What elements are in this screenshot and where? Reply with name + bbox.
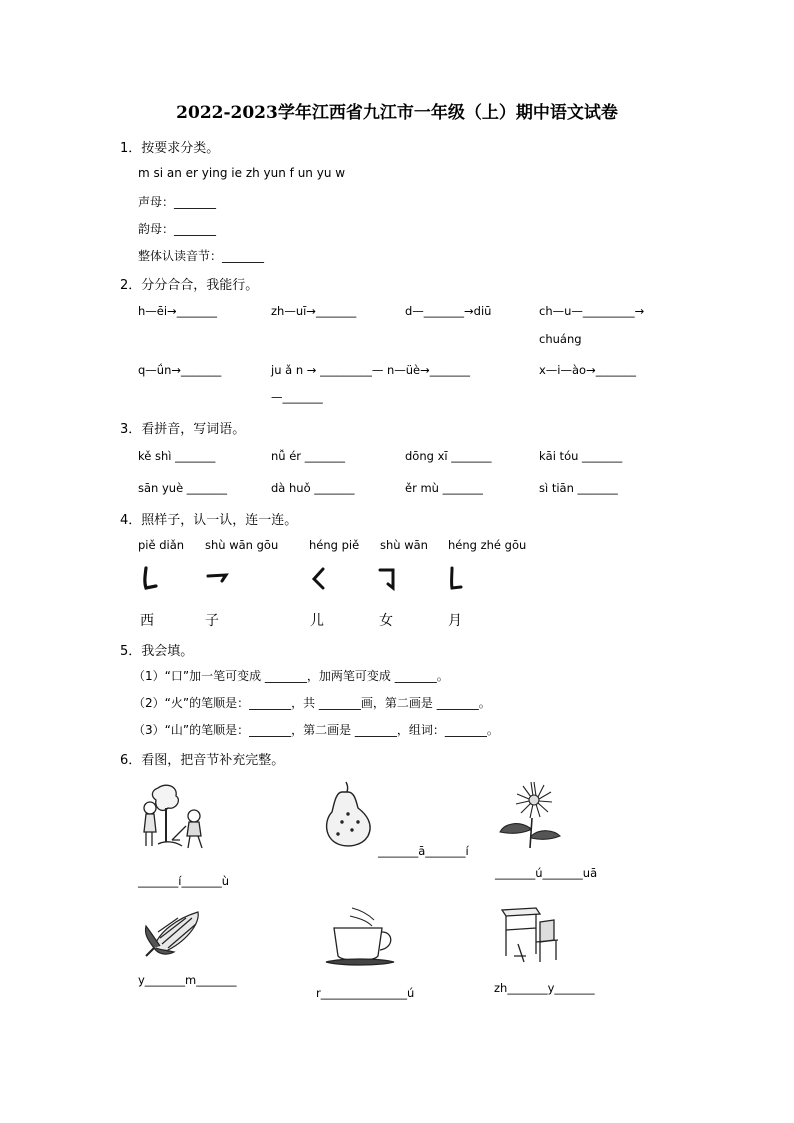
split-item[interactable]: d—_______→diū <box>405 304 492 318</box>
split-item[interactable]: zh—uī→_______ <box>271 304 357 318</box>
split-item[interactable]: ju ǎ n → _________— n—üè→_______ <box>271 363 471 377</box>
question-6-heading: 6．看图，把音节补充完整。 <box>120 753 285 768</box>
question-1-heading: 1．按要求分类。 <box>120 141 220 156</box>
stroke-name: héng piě <box>309 538 360 552</box>
stroke-shu-wan-gou-icon[interactable] <box>205 566 231 586</box>
syllable-blank[interactable]: _______ā_______í <box>378 844 469 858</box>
word-item[interactable]: dōng xī _______ <box>405 449 492 463</box>
char-item[interactable]: 月 <box>448 613 462 629</box>
char-item[interactable]: 女 <box>379 613 393 629</box>
stroke-pie-dian-icon[interactable] <box>140 566 162 592</box>
syllable-blank[interactable]: _______ú_______uā <box>495 866 598 880</box>
shengmu-blank[interactable]: 声母：_______ <box>138 195 217 209</box>
corn-icon <box>138 904 210 964</box>
page-title: 2022-2023学年江西省九江市一年级（上）期中语文试卷 <box>176 103 618 123</box>
teacup-icon <box>322 900 398 976</box>
char-item[interactable]: 子 <box>205 613 219 629</box>
stroke-name: héng zhé gōu <box>448 538 527 552</box>
stroke-heng-pie-icon[interactable] <box>309 566 331 592</box>
char-item[interactable]: 儿 <box>310 613 324 629</box>
word-item[interactable]: dà huǒ _______ <box>271 481 355 495</box>
stroke-heng-zhe-gou-icon[interactable] <box>446 566 468 592</box>
question-4-heading: 4．照样子，认一认，连一连。 <box>120 513 298 528</box>
word-item[interactable]: nǚ ér _______ <box>271 449 345 463</box>
syllable-blank[interactable]: _______í_______ù <box>138 874 229 888</box>
syllable-blank[interactable]: zh_______y_______ <box>494 981 595 995</box>
word-item[interactable]: kě shì _______ <box>138 449 216 463</box>
word-item[interactable]: ěr mù _______ <box>405 481 483 495</box>
word-item[interactable]: sì tiān _______ <box>539 481 618 495</box>
word-item[interactable]: kāi tóu _______ <box>539 449 623 463</box>
zhengti-blank[interactable]: 整体认读音节：_______ <box>138 249 265 263</box>
question-3-heading: 3．看拼音，写词语。 <box>120 422 246 437</box>
split-item[interactable]: ch—u—_________→ <box>539 304 645 318</box>
stroke-name: shù wān gōu <box>205 538 279 552</box>
word-item[interactable]: sān yuè _______ <box>138 481 228 495</box>
pinyin-list: m si an er ying ie zh yun f un yu w <box>138 166 346 180</box>
chrysanthemum-icon <box>494 778 566 854</box>
split-item[interactable]: h—ēi→_______ <box>138 304 217 318</box>
desk-chair-icon <box>496 900 566 970</box>
stroke-shu-wan-icon[interactable] <box>377 566 399 594</box>
stroke-name: shù wān <box>380 538 428 552</box>
char-item[interactable]: 西 <box>140 613 154 629</box>
question-5-heading: 5．我会填。 <box>120 644 194 659</box>
yunmu-blank[interactable]: 韵母：_______ <box>138 222 217 236</box>
syllable-blank[interactable]: r_______________ú <box>316 986 415 1000</box>
split-item[interactable]: x—i—ào→_______ <box>539 363 636 377</box>
question-2-heading: 2．分分合合，我能行。 <box>120 278 259 293</box>
tree-planting-kids-icon <box>136 780 216 859</box>
fill-line-1[interactable]: （1）“口”加一笔可变成 _______，加两笔可变成 _______。 <box>133 669 449 683</box>
syllable-blank[interactable]: y_______m_______ <box>138 973 237 987</box>
fill-line-2[interactable]: （2）“火”的笔顺是：_______，共 _______画，第二画是 _______。 <box>133 696 491 710</box>
split-item-tail: chuáng <box>539 332 582 346</box>
pear-icon <box>318 778 378 852</box>
stroke-name: piě diǎn <box>138 538 185 552</box>
fill-line-3[interactable]: （3）“山”的笔顺是：_______，第二画是 _______，组词：_______。 <box>133 723 499 737</box>
split-item-tail[interactable]: —_______ <box>271 390 323 404</box>
split-item[interactable]: q—ǘn→_______ <box>138 363 222 377</box>
